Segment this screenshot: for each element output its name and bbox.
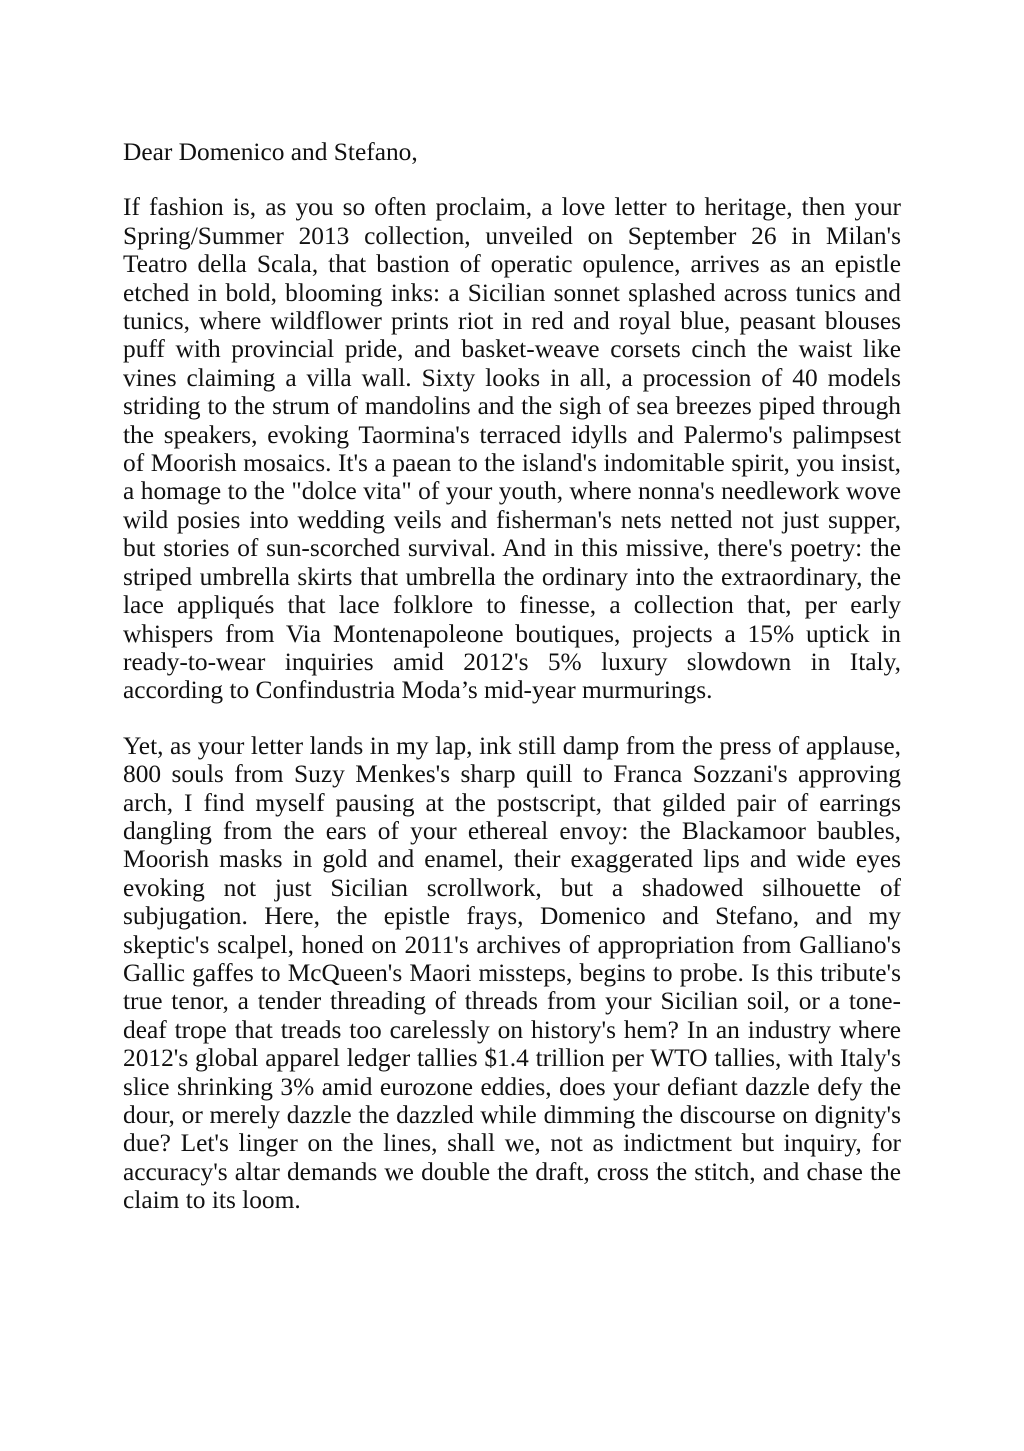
letter-page — [123, 138, 901, 1215]
body-paragraph-1: If fashion is, as you so often proclaim, a love letter to heritage, then your Spring/Summer 2013 collection, unveiled on September 26 in Milan's Teatro della Scala, that bastion of operatic opulence, arrives as an epistle etched in bold, blooming inks: a Sicilian sonnet splashed across tunics and tunics, where wildflower prints riot in red and royal blue, peasant blouses puff with provincial pride, and basket-weave corsets cinch the waist like vines claiming a villa wall. Sixty looks in all, a procession of 40 models striding to the strum of mandolins and the sigh of sea breezes piped through the speakers, evoking Taormina's terraced idylls and Palermo's palimpsest of Moorish mosaics. It's a paean to the island's indomitable spirit, you insist, a homage to the "dolce vita" of your youth, where nonna's needlework wove wild posies into wedding veils and fisherman's nets netted not just supper, but stories of sun-scorched survival. And in this missive, there's poetry: the striped umbrella skirts that umbrella the ordinary into the extraordinary, the lace appliqués that lace folklore to finesse, a collection that, per early whispers from Via Montenapoleone boutiques, projects a 15% uptick in ready-to-wear inquiries amid 2012's 5% luxury slowdown in Italy, according to Confindustria Moda’s mid-year murmurings. — [123, 193, 901, 705]
salutation: Dear Domenico and Stefano, — [123, 138, 418, 166]
body-paragraph-2: Yet, as your letter lands in my lap, ink still damp from the press of applause, 800 souls from Suzy Menkes's sharp quill to Franca Sozzani's approving arch, I find myself pausing at the postscript, that gilded pair of earrings dangling from the ears of your ethereal envoy: the Blackamoor baubles, Moorish masks in gold and enamel, their exaggerated lips and wide eyes evoking not just Sicilian scrollwork, but a shadowed silhouette of subjugation. Here, the epistle frays, Domenico and Stefano, and my skeptic's scalpel, honed on 2011's archives of appropriation from Galliano's Gallic gaffes to McQueen's Maori missteps, begins to probe. Is this tribute's true tenor, a tender threading of threads from your Sicilian soil, or a tone-deaf trope that treads too carelessly on history's hem? In an industry where 2012's global apparel ledger tallies $1.4 trillion per WTO tallies, with Italy's slice shrinking 3% amid eurozone eddies, does your defiant dazzle defy the dour, or merely dazzle the dazzled while dimming the discourse on dignity's due? Let's linger on the lines, shall we, not as indictment but inquiry, for accuracy's altar demands we double the draft, cross the stitch, and chase the claim to its loom. — [123, 731, 901, 1215]
